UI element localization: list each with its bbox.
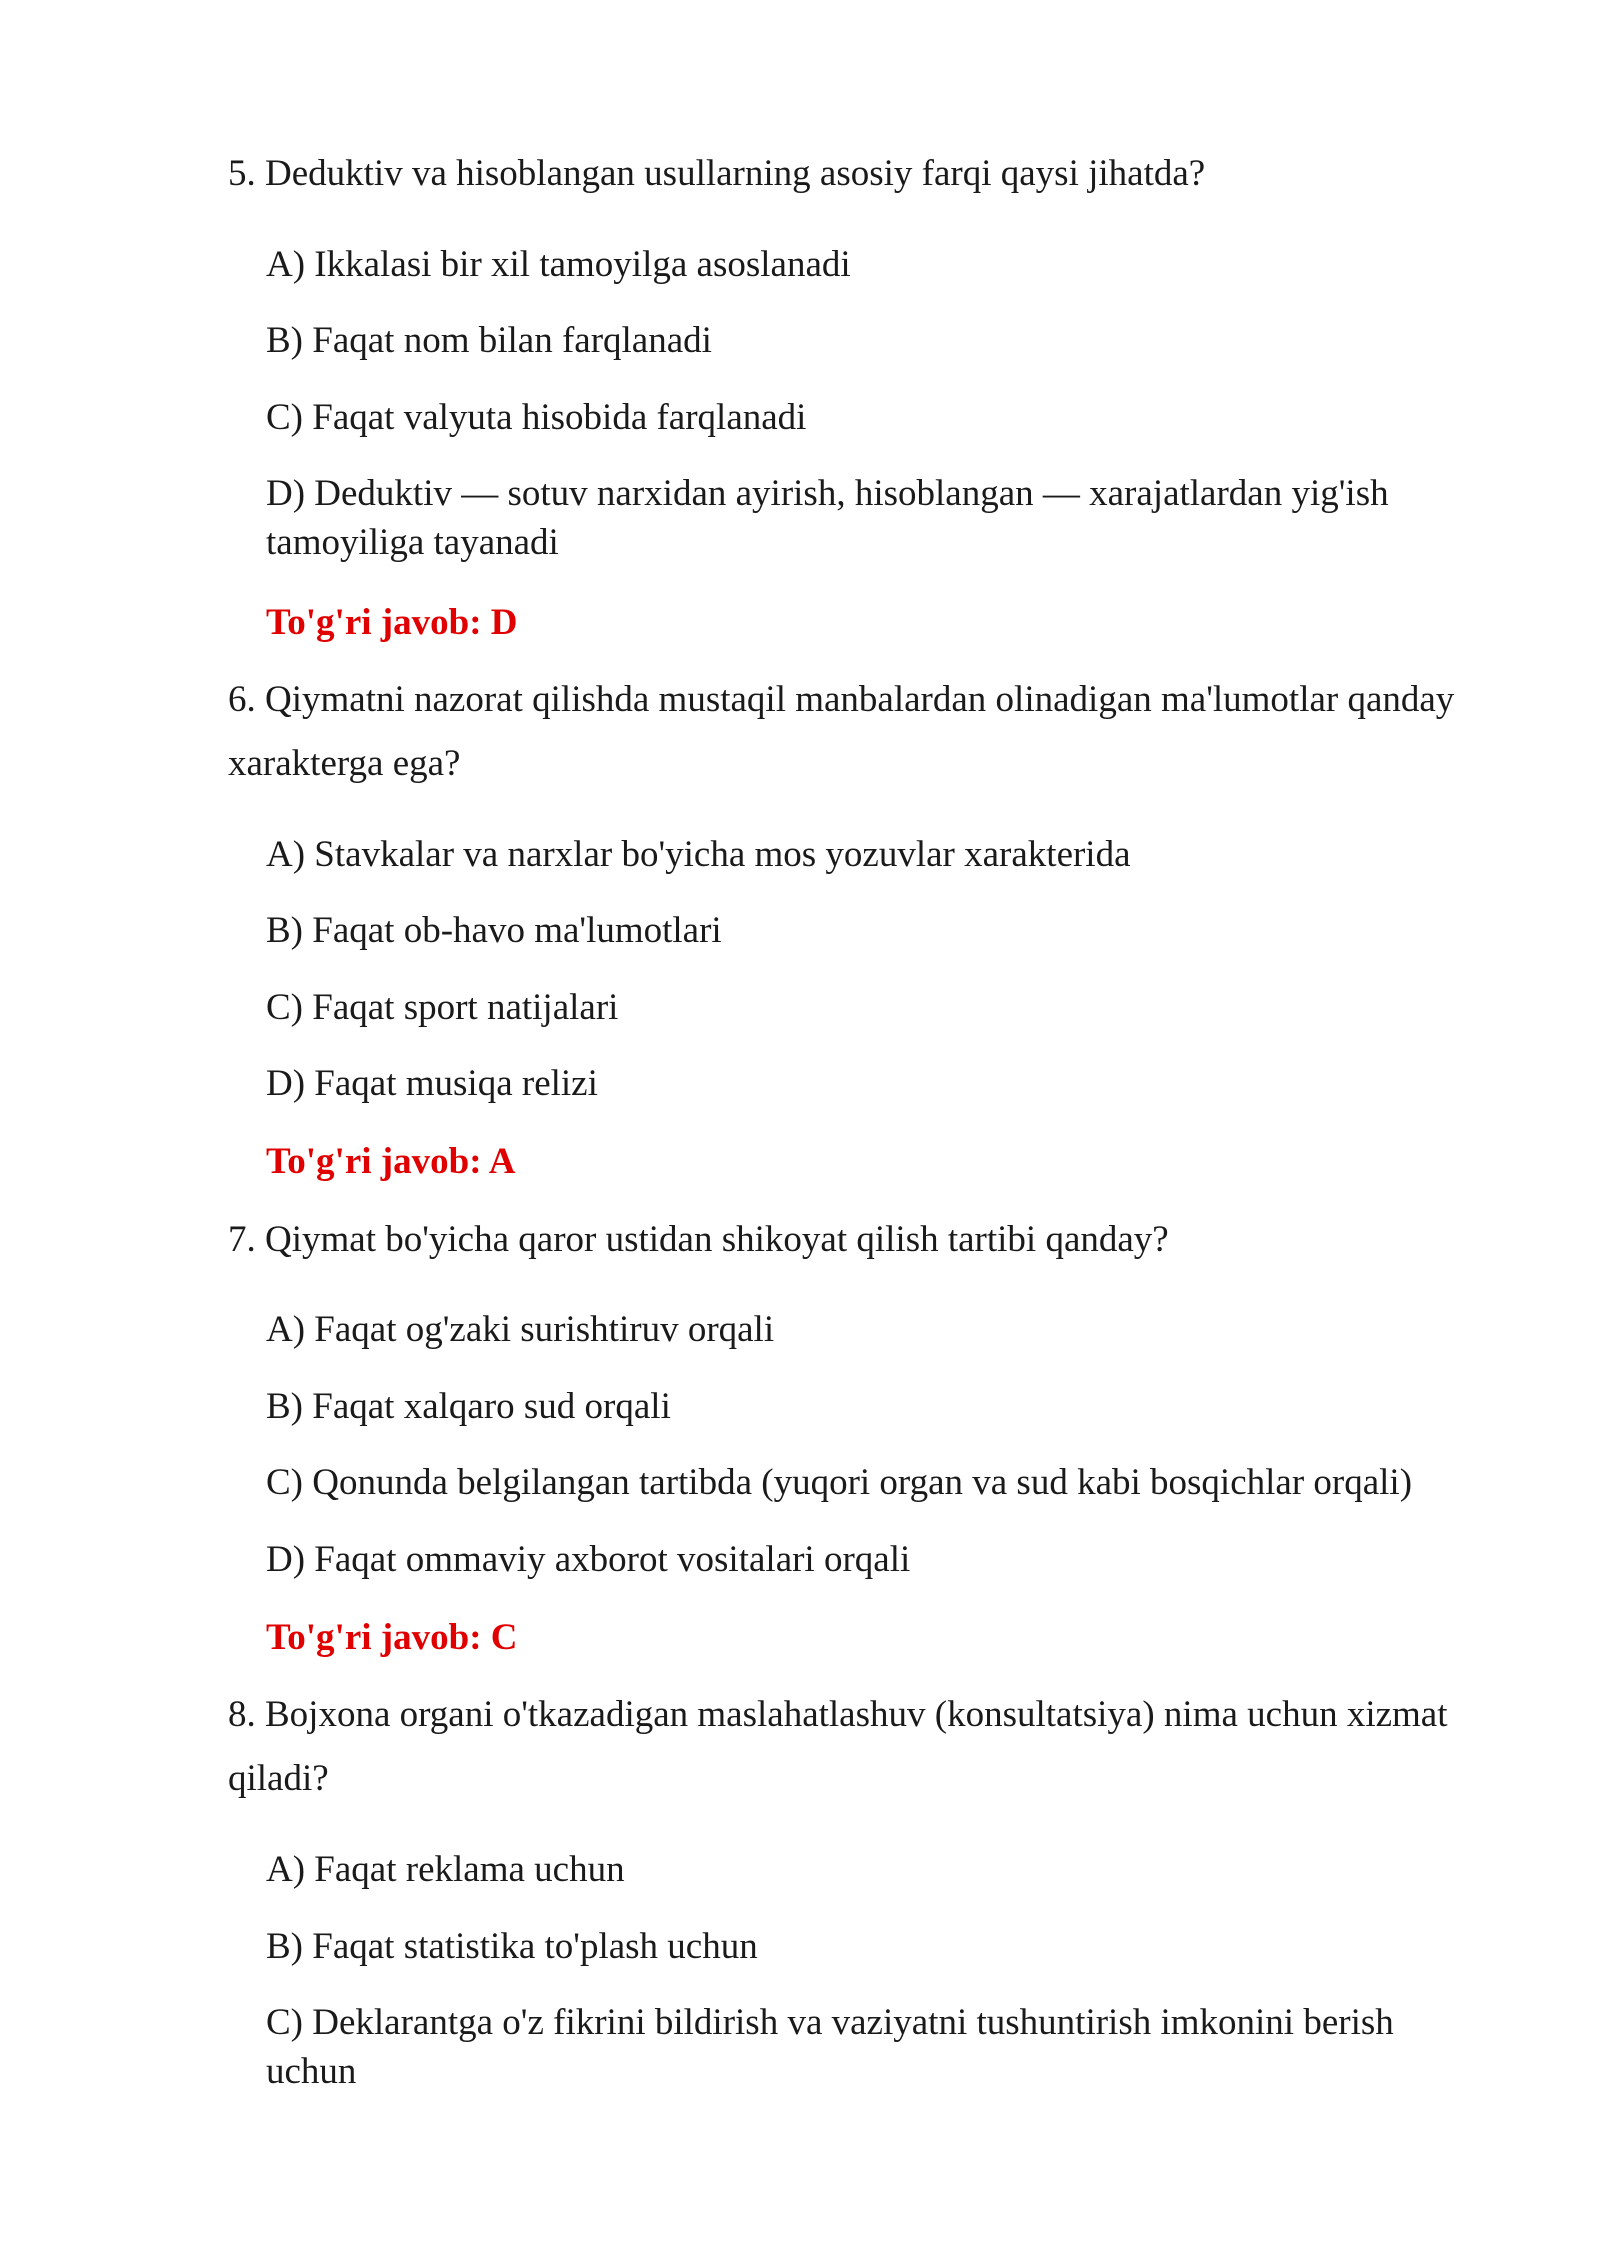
question-5-option-b: B) Faqat nom bilan farqlanadi <box>266 320 712 361</box>
question-7-answer: To'g'ri javob: C <box>266 1617 518 1658</box>
question-8-option-c: C) Deklarantga o'z fikrini bildirish va vaziyatni tushuntirish imkonini berish uchun <box>266 2002 1394 2092</box>
question-6-option-b: B) Faqat ob-havo ma'lumotlari <box>266 910 722 951</box>
question-8-option-a: A) Faqat reklama uchun <box>266 1849 625 1890</box>
question-5-option-d: D) Deduktiv — sotuv narxidan ayirish, hisoblangan — xarajatlardan yig'ish tamoyiliga tayanadi <box>266 473 1389 563</box>
question-6-option-d: D) Faqat musiqa relizi <box>266 1063 598 1104</box>
question-6-option-a: A) Stavkalar va narxlar bo'yicha mos yozuvlar xarakterida <box>266 834 1131 875</box>
question-7-option-c: C) Qonunda belgilangan tartibda (yuqori organ va sud kabi bosqichlar orqali) <box>266 1462 1413 1503</box>
question-7-text: 7. Qiymat bo'yicha qaror ustidan shikoyat qilish tartibi qanday? <box>228 1219 1169 1260</box>
question-6-answer: To'g'ri javob: A <box>266 1141 516 1182</box>
question-7-option-a: A) Faqat og'zaki surishtiruv orqali <box>266 1309 775 1350</box>
question-7-option-b: B) Faqat xalqaro sud orqali <box>266 1386 671 1427</box>
question-5-answer: To'g'ri javob: D <box>266 602 518 643</box>
question-5-option-a: A) Ikkalasi bir xil tamoyilga asoslanadi <box>266 244 851 285</box>
question-5-option-c: C) Faqat valyuta hisobida farqlanadi <box>266 397 807 438</box>
question-6-option-c: C) Faqat sport natijalari <box>266 987 619 1028</box>
question-6-text: 6. Qiymatni nazorat qilishda mustaqil manbalardan olinadigan ma'lumotlar qanday xarakterga ega? <box>228 679 1455 784</box>
question-8-text: 8. Bojxona organi o'tkazadigan maslahatlashuv (konsultatsiya) nima uchun xizmat qiladi? <box>228 1694 1448 1799</box>
question-8-option-b: B) Faqat statistika to'plash uchun <box>266 1926 758 1967</box>
question-5-text: 5. Deduktiv va hisoblangan usullarning asosiy farqi qaysi jihatda? <box>228 153 1206 194</box>
question-7-option-d: D) Faqat ommaviy axborot vositalari orqali <box>266 1539 911 1580</box>
